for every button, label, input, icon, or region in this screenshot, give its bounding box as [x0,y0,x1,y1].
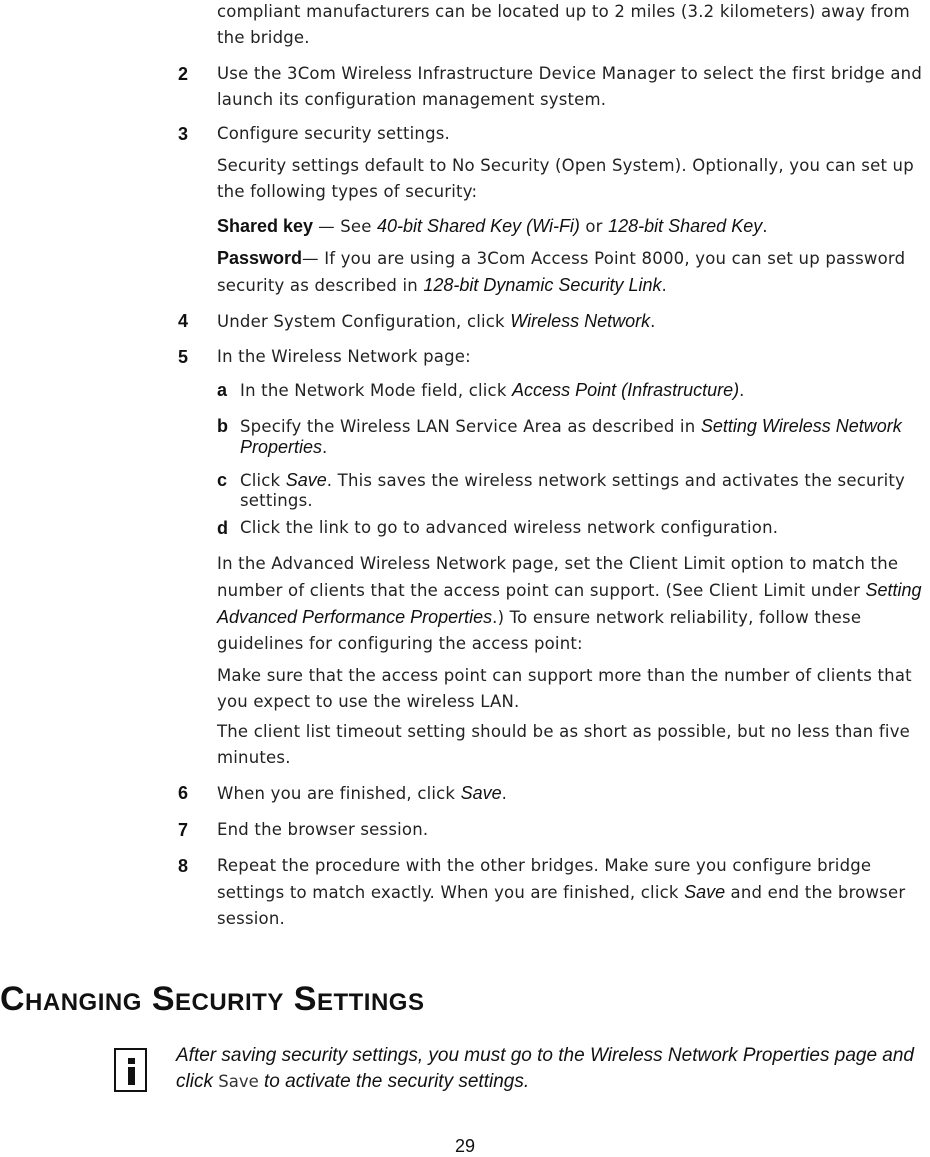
text-run: or [579,217,609,236]
substep-paragraph [240,416,930,458]
paragraph [217,663,930,715]
paragraph [217,780,930,807]
substep-letter: a [217,380,228,400]
page-number: 29 [455,1136,476,1156]
text-run: . [762,217,768,236]
reference-link-text: 128-bit Dynamic Security Link [423,275,662,295]
paragraph [217,308,930,335]
paragraph [217,61,930,113]
text-run: Use the 3Com Wireless Infrastructure Device Manager to select the first bridge and launch its configuration management system. [217,64,923,109]
text-run: . [501,784,508,803]
paragraph [217,719,930,771]
text-run: compliant manufacturers can be located up to 2 miles (3.2 kilometers) away from the bridge. [217,2,910,47]
paragraph [217,817,930,843]
substep-paragraph [240,380,930,401]
step-number: 2 [178,64,189,84]
note-save-word: Save [218,1072,259,1091]
step-number: 6 [178,783,189,803]
text-run: . [322,438,328,457]
text-run: .) To ensure network reliability, follow these guidelines for configuring the access point: [217,608,862,653]
text-run: Configure security settings. [217,124,450,143]
substep-paragraph [240,470,930,511]
bold-term: Shared key [217,216,319,236]
step-number: 3 [178,124,189,144]
paragraph [217,213,930,240]
bold-term: Password [217,248,303,268]
paragraph [217,344,930,370]
text-run: End the browser session. [217,820,429,839]
substep-letter: d [217,518,228,538]
note-text-after: to activate the security settings. [258,1071,530,1092]
note-text [176,1043,916,1095]
reference-link-text: 40-bit Shared Key (Wi-Fi) [377,216,580,236]
step-number: 5 [178,347,189,367]
paragraph [217,121,930,147]
paragraph [217,0,930,51]
text-run: . [650,312,656,331]
section-heading: Changing Security Settings [0,980,425,1018]
note-text-before: After saving security settings, you must go to the Wireless Network Properties page and click [176,1045,915,1092]
text-run: . [739,381,745,400]
substep-paragraph [240,518,930,538]
substep-letter: b [217,416,228,436]
text-run: . [661,276,667,295]
text-run: — If you are using a 3Com Access Point 8000, you can set up password security as described in [217,249,906,295]
reference-link-text: Wireless Network [510,311,651,331]
reference-link-text: Access Point (Infrastructure) [512,380,740,400]
text-run: In the Wireless Network page: [217,347,471,366]
paragraph [217,245,930,299]
text-run: Under System Configuration, click [217,312,511,331]
text-run: Security settings default to No Security (Open System). Optionally, you can set up the following types of security: [217,156,914,201]
text-run: Click the link to go to advanced wireless network configuration. [240,518,779,537]
reference-link-text: Setting Wireless Network Properties [240,416,902,457]
text-run: Specify the Wireless LAN Service Area as described in [240,417,701,436]
paragraph [217,853,930,932]
step-number: 4 [178,311,189,331]
text-run: Click [240,471,286,490]
text-run: . This saves the wireless network settings and activates the security settings. [240,471,906,510]
text-run: In the Network Mode field, click [240,381,513,400]
reference-link-text: Save [684,882,726,902]
substep-letter: c [217,470,228,490]
paragraph [217,153,930,205]
step-number: 8 [178,856,189,876]
reference-link-text: Save [460,783,502,803]
text-run: Make sure that the access point can support more than the number of clients that you expect to use the wireless LAN. [217,666,912,711]
info-icon [114,1048,147,1092]
reference-link-text: Setting Advanced Performance Properties [217,580,922,627]
text-run: In the Advanced Wireless Network page, set the Client Limit option to match the number of clients that the access point can support. (See Client Limit under [217,554,899,600]
text-run: and end the browser session. [217,883,906,928]
text-run: — See [318,217,378,236]
text-run: The client list timeout setting should be as short as possible, but no less than five minutes. [217,722,911,767]
paragraph [217,551,930,657]
text-run: Repeat the procedure with the other bridges. Make sure you configure bridge settings to match exactly. When you are finished, click [217,856,872,902]
reference-link-text: Save [285,470,327,490]
text-run: When you are finished, click [217,784,461,803]
step-number: 7 [178,820,189,840]
reference-link-text: 128-bit Shared Key [608,216,763,236]
